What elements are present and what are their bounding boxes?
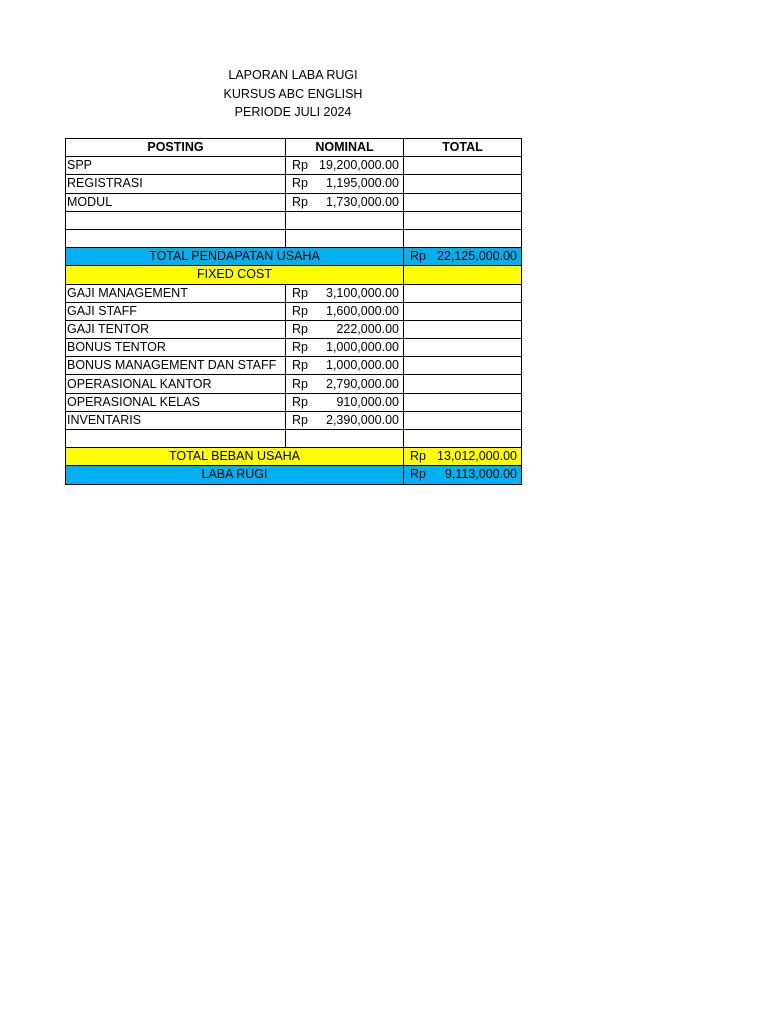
table-row <box>66 411 522 429</box>
currency-label: Rp <box>292 340 308 355</box>
nominal-value: 1,600,000.00 <box>326 303 399 318</box>
empty-cell[interactable] <box>404 284 522 302</box>
empty-cell[interactable] <box>404 357 522 375</box>
empty-cell[interactable] <box>66 211 286 229</box>
expense-label-cell[interactable]: GAJI STAFF <box>66 302 286 320</box>
expense-nominal-cell[interactable] <box>286 302 404 320</box>
revenue-label-cell[interactable]: MODUL <box>66 193 286 211</box>
nominal-value: 1,000,000.00 <box>326 358 399 373</box>
revenue-label-cell[interactable]: REGISTRASI <box>66 175 286 193</box>
nominal-value: 3,100,000.00 <box>326 285 399 300</box>
expense-label-cell[interactable]: OPERASIONAL KANTOR <box>66 375 286 393</box>
profit-cell[interactable] <box>404 466 522 484</box>
empty-cell[interactable] <box>404 375 522 393</box>
table-row <box>66 320 522 338</box>
total-revenue-row <box>66 248 522 266</box>
total-value: 13,012,000.00 <box>437 449 517 464</box>
expense-label-cell[interactable]: BONUS MANAGEMENT DAN STAFF <box>66 357 286 375</box>
empty-cell[interactable] <box>404 157 522 175</box>
empty-cell[interactable] <box>66 430 286 448</box>
nominal-value: 1,730,000.00 <box>326 194 399 209</box>
nominal-value: 910,000.00 <box>336 394 399 409</box>
currency-label: Rp <box>292 176 308 191</box>
expense-nominal-cell[interactable] <box>286 357 404 375</box>
nominal-value: 222,000.00 <box>336 321 399 336</box>
empty-cell[interactable] <box>404 193 522 211</box>
expense-nominal-cell[interactable] <box>286 320 404 338</box>
total-revenue-label[interactable]: TOTAL PENDAPATAN USAHA <box>66 248 404 266</box>
table-header-row <box>66 139 522 157</box>
expense-nominal-cell[interactable] <box>286 393 404 411</box>
empty-cell[interactable] <box>404 302 522 320</box>
empty-cell[interactable] <box>404 430 522 448</box>
currency-label: Rp <box>292 194 308 209</box>
currency-label: Rp <box>292 285 308 300</box>
revenue-nominal-cell[interactable] <box>286 193 404 211</box>
currency-label: Rp <box>410 467 426 482</box>
empty-cell[interactable] <box>404 320 522 338</box>
revenue-nominal-cell[interactable] <box>286 157 404 175</box>
empty-cell[interactable] <box>66 229 286 247</box>
fixed-cost-label[interactable]: FIXED COST <box>66 266 404 284</box>
report-period: PERIODE JULI 2024 <box>234 105 352 119</box>
company-name: KURSUS ABC ENGLISH <box>223 86 363 101</box>
column-header-total[interactable]: TOTAL <box>404 139 522 157</box>
nominal-value: 19,200,000.00 <box>319 158 399 173</box>
revenue-nominal-cell[interactable] <box>286 175 404 193</box>
report-header <box>192 66 394 122</box>
expense-nominal-cell[interactable] <box>286 284 404 302</box>
expense-label-cell[interactable]: GAJI TENTOR <box>66 320 286 338</box>
empty-cell[interactable] <box>404 229 522 247</box>
total-expense-cell[interactable] <box>404 448 522 466</box>
expense-label-cell[interactable]: OPERASIONAL KELAS <box>66 393 286 411</box>
table-row <box>66 357 522 375</box>
empty-row <box>66 211 522 229</box>
table-row <box>66 284 522 302</box>
nominal-value: 2,790,000.00 <box>326 376 399 391</box>
fixed-cost-row <box>66 266 522 284</box>
total-revenue-cell[interactable] <box>404 248 522 266</box>
currency-label: Rp <box>292 321 308 336</box>
currency-label: Rp <box>410 449 426 464</box>
empty-cell[interactable] <box>404 266 522 284</box>
table-row <box>66 339 522 357</box>
currency-label: Rp <box>292 358 308 373</box>
profit-label[interactable]: LABA RUGI <box>66 466 404 484</box>
currency-label: Rp <box>292 412 308 427</box>
empty-cell[interactable] <box>404 175 522 193</box>
empty-cell[interactable] <box>404 393 522 411</box>
total-value: 9,113,000.00 <box>444 467 517 482</box>
nominal-value: 1,195,000.00 <box>326 176 399 191</box>
empty-cell[interactable] <box>404 211 522 229</box>
income-statement-table <box>65 138 522 485</box>
column-header-posting[interactable]: POSTING <box>66 139 286 157</box>
table-row <box>66 157 522 175</box>
empty-row <box>66 430 522 448</box>
nominal-value: 2,390,000.00 <box>326 412 399 427</box>
expense-nominal-cell[interactable] <box>286 339 404 357</box>
currency-label: Rp <box>292 376 308 391</box>
empty-cell[interactable] <box>286 229 404 247</box>
expense-nominal-cell[interactable] <box>286 375 404 393</box>
currency-label: Rp <box>292 158 308 173</box>
nominal-value: 1,000,000.00 <box>326 340 399 355</box>
table-row <box>66 375 522 393</box>
table-row <box>66 393 522 411</box>
table-row <box>66 175 522 193</box>
table-row <box>66 302 522 320</box>
empty-cell[interactable] <box>404 411 522 429</box>
total-expense-label[interactable]: TOTAL BEBAN USAHA <box>66 448 404 466</box>
empty-cell[interactable] <box>286 211 404 229</box>
empty-row <box>66 229 522 247</box>
report-title: LAPORAN LABA RUGI <box>228 68 358 82</box>
profit-row <box>66 466 522 484</box>
currency-label: Rp <box>292 303 308 318</box>
table-row <box>66 193 522 211</box>
total-value: 22,125,000.00 <box>437 249 517 264</box>
empty-cell[interactable] <box>404 339 522 357</box>
empty-cell[interactable] <box>286 430 404 448</box>
currency-label: Rp <box>292 394 308 409</box>
expense-label-cell[interactable]: BONUS TENTOR <box>66 339 286 357</box>
expense-nominal-cell[interactable] <box>286 411 404 429</box>
total-expense-row <box>66 448 522 466</box>
column-header-nominal[interactable]: NOMINAL <box>286 139 404 157</box>
revenue-label-cell[interactable]: SPP <box>66 157 286 175</box>
expense-label-cell[interactable]: GAJI MANAGEMENT <box>66 284 286 302</box>
expense-label-cell[interactable]: INVENTARIS <box>66 411 286 429</box>
currency-label: Rp <box>410 249 426 264</box>
